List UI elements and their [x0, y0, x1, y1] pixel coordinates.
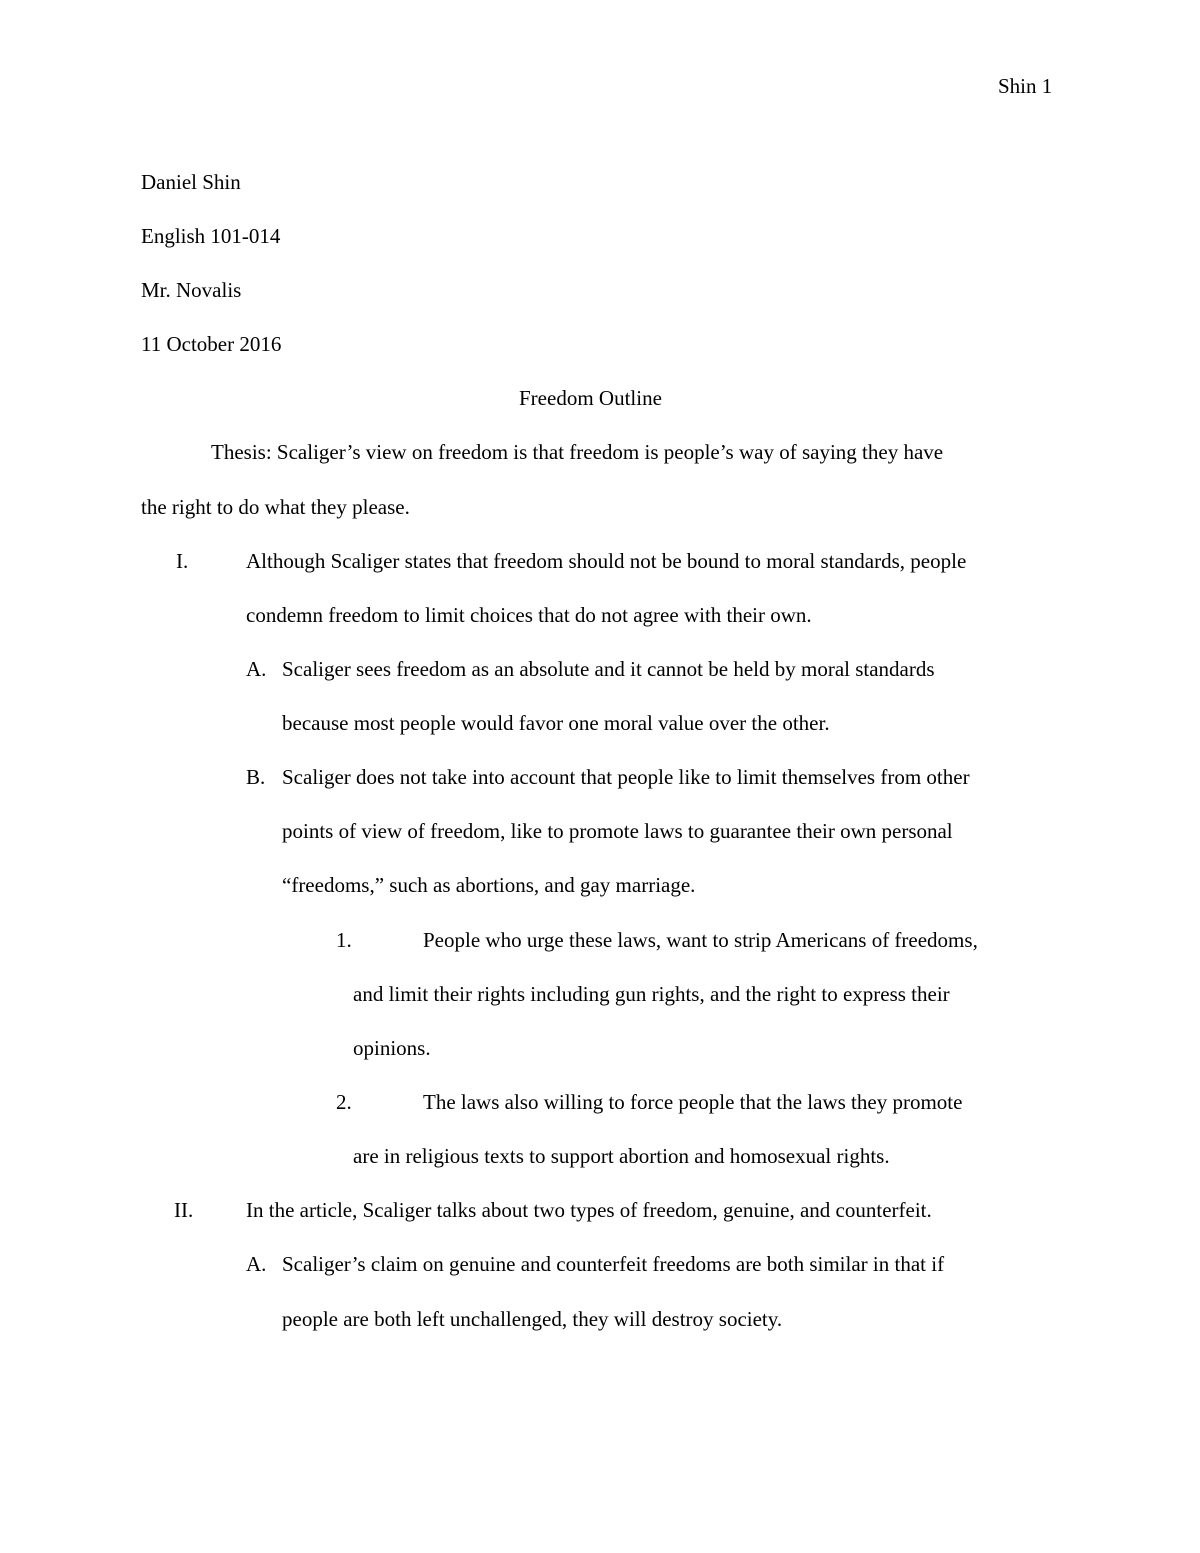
- section-1b-item-1-line-1: People who urge these laws, want to strip Americans of freedoms,: [423, 928, 978, 952]
- section-1b-line-3: “freedoms,” such as abortions, and gay marriage.: [282, 873, 696, 897]
- section-2a-marker: A.: [246, 1252, 267, 1276]
- section-1-marker: I.: [176, 549, 189, 573]
- section-1a-marker: A.: [246, 657, 267, 681]
- section-1b-item-2-line-2: are in religious texts to support abortion and homosexual rights.: [353, 1144, 890, 1168]
- section-1b-line-1: Scaliger does not take into account that people like to limit themselves from other: [282, 765, 970, 789]
- running-head: Shin 1: [998, 74, 1053, 98]
- section-2-line-1: In the article, Scaliger talks about two types of freedom, genuine, and counterfeit.: [246, 1198, 932, 1222]
- document-date: 11 October 2016: [141, 332, 282, 356]
- thesis-line-2: the right to do what they please.: [141, 495, 410, 519]
- course-name: English 101-014: [141, 224, 281, 248]
- section-1b-item-1-marker: 1.: [336, 928, 352, 952]
- section-1a-line-2: because most people would favor one moral value over the other.: [282, 711, 830, 735]
- section-2-marker: II.: [174, 1198, 194, 1222]
- section-1b-item-1-line-2: and limit their rights including gun rights, and the right to express their: [353, 982, 950, 1006]
- document-title: Freedom Outline: [519, 386, 662, 410]
- section-1b-marker: B.: [246, 765, 266, 789]
- instructor-name: Mr. Novalis: [141, 278, 242, 302]
- author-name: Daniel Shin: [141, 170, 241, 194]
- section-1b-item-2-line-1: The laws also willing to force people that the laws they promote: [423, 1090, 963, 1114]
- section-2a-line-2: people are both left unchallenged, they will destroy society.: [282, 1307, 783, 1331]
- section-1b-item-2-marker: 2.: [336, 1090, 352, 1114]
- section-1-line-2: condemn freedom to limit choices that do not agree with their own.: [246, 603, 812, 627]
- thesis-line-1: Thesis: Scaliger’s view on freedom is that freedom is people’s way of saying they have: [211, 440, 944, 464]
- section-1-line-1: Although Scaliger states that freedom should not be bound to moral standards, people: [246, 549, 967, 573]
- section-1b-line-2: points of view of freedom, like to promote laws to guarantee their own personal: [282, 819, 953, 843]
- section-1a-line-1: Scaliger sees freedom as an absolute and it cannot be held by moral standards: [282, 657, 935, 681]
- section-2a-line-1: Scaliger’s claim on genuine and counterfeit freedoms are both similar in that if: [282, 1252, 945, 1276]
- section-1b-item-1-line-3: opinions.: [353, 1036, 431, 1060]
